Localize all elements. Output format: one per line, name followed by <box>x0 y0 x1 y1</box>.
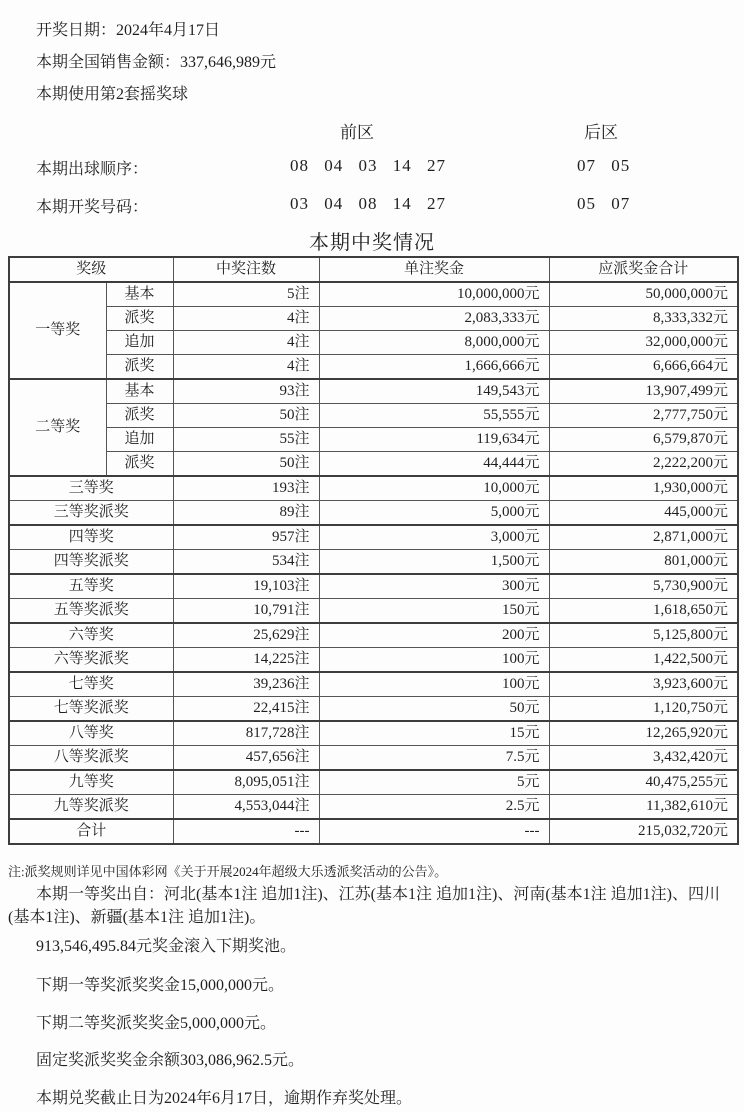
single-prize-cell: 100元 <box>319 672 549 697</box>
bet-count-cell: --- <box>173 819 319 844</box>
claim-deadline-paragraph: 本期兑奖截止日为2024年6月17日，逾期作弃奖处理。 <box>36 1090 413 1107</box>
prize-level-cell: 六等奖派奖 <box>9 648 173 673</box>
single-prize-cell: 100元 <box>319 648 549 673</box>
prize-level-cell: 一等奖 <box>9 282 106 379</box>
total-payout-cell: 1,422,500元 <box>549 648 738 673</box>
prize-level-cell: 四等奖派奖 <box>9 550 173 575</box>
total-payout-cell: 13,907,499元 <box>549 379 738 404</box>
table-row <box>9 379 738 404</box>
sales-amount-line: 本期全国销售金额：337,646,989元 <box>36 54 277 71</box>
single-prize-cell: 119,634元 <box>319 428 549 452</box>
single-prize-cell: 5,000元 <box>319 501 549 526</box>
single-prize-cell: 15元 <box>319 721 549 746</box>
single-prize-cell: 149,543元 <box>319 379 549 404</box>
prize-level-cell: 三等奖派奖 <box>9 501 173 526</box>
prize-level-cell: 二等奖 <box>9 379 106 476</box>
column-header: 奖级 <box>9 257 173 282</box>
bet-count-cell: 457,656注 <box>173 746 319 771</box>
prize-subtype-cell: 基本 <box>106 379 173 404</box>
prize-level-cell: 五等奖派奖 <box>9 599 173 624</box>
prize-subtype-cell: 派奖 <box>106 452 173 477</box>
ball-order-front-numbers: 08 04 03 14 27 <box>290 156 446 175</box>
total-payout-cell: 40,475,255元 <box>549 770 738 795</box>
bet-count-cell: 25,629注 <box>173 623 319 648</box>
table-row <box>9 648 738 673</box>
total-payout-cell: 50,000,000元 <box>549 282 738 307</box>
table-row <box>9 355 738 380</box>
bet-count-cell: 89注 <box>173 501 319 526</box>
bet-count-cell: 817,728注 <box>173 721 319 746</box>
prize-subtype-cell: 派奖 <box>106 355 173 380</box>
table-header-row <box>9 257 738 282</box>
table-row <box>9 307 738 331</box>
total-payout-cell: 11,382,610元 <box>549 795 738 820</box>
single-prize-cell: 44,444元 <box>319 452 549 477</box>
table-row <box>9 721 738 746</box>
table-row <box>9 331 738 355</box>
column-header: 应派奖金合计 <box>549 257 738 282</box>
bet-count-cell: 4注 <box>173 355 319 380</box>
prize-level-cell: 八等奖派奖 <box>9 746 173 771</box>
total-payout-cell: 5,730,900元 <box>549 574 738 599</box>
table-row <box>9 770 738 795</box>
rollover-paragraph: 913,546,495.84元奖金滚入下期奖池。 <box>36 938 297 955</box>
table-row <box>9 795 738 820</box>
single-prize-cell: 1,666,666元 <box>319 355 549 380</box>
single-prize-cell: 5元 <box>319 770 549 795</box>
single-prize-cell: 3,000元 <box>319 525 549 550</box>
table-row <box>9 599 738 624</box>
table-row <box>9 623 738 648</box>
single-prize-cell: 55,555元 <box>319 404 549 428</box>
ball-order-back-numbers: 07 05 <box>577 156 631 175</box>
total-payout-cell: 3,432,420元 <box>549 746 738 771</box>
first-prize-winners-paragraph: 本期一等奖出自：河北(基本1注 追加1注)、江苏(基本1注 追加1注)、河南(基本1注 追加1注)、四川(基本1注)、新疆(基本1注 追加1注)。 <box>8 886 720 926</box>
prize-level-cell: 九等奖派奖 <box>9 795 173 820</box>
total-payout-cell: 6,666,664元 <box>549 355 738 380</box>
prize-level-cell: 七等奖派奖 <box>9 697 173 722</box>
prize-subtype-cell: 追加 <box>106 331 173 355</box>
total-payout-cell: 2,222,200元 <box>549 452 738 477</box>
prize-level-cell: 三等奖 <box>9 476 173 501</box>
single-prize-cell: 300元 <box>319 574 549 599</box>
single-prize-cell: 50元 <box>319 697 549 722</box>
bet-count-cell: 534注 <box>173 550 319 575</box>
table-row <box>9 697 738 722</box>
prize-table-body <box>9 282 738 844</box>
bet-count-cell: 5注 <box>173 282 319 307</box>
total-payout-cell: 3,923,600元 <box>549 672 738 697</box>
total-payout-cell: 445,000元 <box>549 501 738 526</box>
draw-result-row <box>0 194 744 216</box>
prize-table-title: 本期中奖情况 <box>309 232 435 254</box>
column-header: 中奖注数 <box>173 257 319 282</box>
single-prize-cell: 2,083,333元 <box>319 307 549 331</box>
bet-count-cell: 4,553,044注 <box>173 795 319 820</box>
total-payout-cell: 6,579,870元 <box>549 428 738 452</box>
single-prize-cell: 10,000元 <box>319 476 549 501</box>
single-prize-cell: 150元 <box>319 599 549 624</box>
total-payout-cell: 12,265,920元 <box>549 721 738 746</box>
total-payout-cell: 1,618,650元 <box>549 599 738 624</box>
table-row <box>9 501 738 526</box>
table-row <box>9 476 738 501</box>
bet-count-cell: 39,236注 <box>173 672 319 697</box>
prize-level-cell: 四等奖 <box>9 525 173 550</box>
bet-count-cell: 957注 <box>173 525 319 550</box>
prize-table <box>8 256 739 845</box>
prize-subtype-cell: 派奖 <box>106 404 173 428</box>
front-zone-label: 前区 <box>340 123 374 142</box>
bet-count-cell: 50注 <box>173 452 319 477</box>
bet-count-cell: 8,095,051注 <box>173 770 319 795</box>
draw-result-front-numbers: 03 04 08 14 27 <box>290 194 446 213</box>
bet-count-cell: 19,103注 <box>173 574 319 599</box>
table-row <box>9 452 738 477</box>
table-row <box>9 525 738 550</box>
prize-subtype-cell: 基本 <box>106 282 173 307</box>
bet-count-cell: 193注 <box>173 476 319 501</box>
draw-date-line: 开奖日期：2024年4月17日 <box>36 22 221 39</box>
ball-order-label: 本期出球顺序： <box>36 161 149 178</box>
prize-level-cell: 八等奖 <box>9 721 173 746</box>
bet-count-cell: 4注 <box>173 331 319 355</box>
table-row <box>9 282 738 307</box>
draw-result-label: 本期开奖号码： <box>36 199 149 216</box>
table-row <box>9 574 738 599</box>
single-prize-cell: 1,500元 <box>319 550 549 575</box>
column-header: 单注奖金 <box>319 257 549 282</box>
single-prize-cell: 2.5元 <box>319 795 549 820</box>
prize-level-cell: 六等奖 <box>9 623 173 648</box>
prize-table-head <box>9 257 738 282</box>
ball-set-line: 本期使用第2套摇奖球 <box>36 86 189 103</box>
prize-subtype-cell: 追加 <box>106 428 173 452</box>
prize-level-cell: 九等奖 <box>9 770 173 795</box>
total-payout-cell: 215,032,720元 <box>549 819 738 844</box>
single-prize-cell: 10,000,000元 <box>319 282 549 307</box>
fixed-prize-fund-paragraph: 固定奖派奖奖金余额303,086,962.5元。 <box>36 1052 305 1069</box>
total-payout-cell: 32,000,000元 <box>549 331 738 355</box>
bet-count-cell: 10,791注 <box>173 599 319 624</box>
bet-count-cell: 93注 <box>173 379 319 404</box>
total-payout-cell: 2,777,750元 <box>549 404 738 428</box>
ball-order-row <box>0 156 744 178</box>
total-payout-cell: 8,333,332元 <box>549 307 738 331</box>
table-row <box>9 404 738 428</box>
single-prize-cell: 8,000,000元 <box>319 331 549 355</box>
back-zone-label: 后区 <box>584 123 618 142</box>
table-row <box>9 428 738 452</box>
draw-result-back-numbers: 05 07 <box>577 194 631 213</box>
total-payout-cell: 5,125,800元 <box>549 623 738 648</box>
bet-count-cell: 4注 <box>173 307 319 331</box>
prize-level-cell: 七等奖 <box>9 672 173 697</box>
total-payout-cell: 1,930,000元 <box>549 476 738 501</box>
total-payout-cell: 2,871,000元 <box>549 525 738 550</box>
next-second-prize-paragraph: 下期二等奖派奖奖金5,000,000元。 <box>36 1015 277 1032</box>
prize-level-cell: 合计 <box>9 819 173 844</box>
prize-level-cell: 五等奖 <box>9 574 173 599</box>
total-payout-cell: 1,120,750元 <box>549 697 738 722</box>
next-first-prize-paragraph: 下期一等奖派奖奖金15,000,000元。 <box>36 977 285 994</box>
single-prize-cell: 200元 <box>319 623 549 648</box>
table-row <box>9 819 738 844</box>
table-row <box>9 672 738 697</box>
prize-subtype-cell: 派奖 <box>106 307 173 331</box>
single-prize-cell: 7.5元 <box>319 746 549 771</box>
rule-note: 注:派奖规则详见中国体彩网《关于开展2024年超级大乐透派奖活动的公告》。 <box>8 864 448 879</box>
bet-count-cell: 55注 <box>173 428 319 452</box>
table-row <box>9 550 738 575</box>
total-payout-cell: 801,000元 <box>549 550 738 575</box>
table-row <box>9 746 738 771</box>
single-prize-cell: --- <box>319 819 549 844</box>
bet-count-cell: 22,415注 <box>173 697 319 722</box>
bet-count-cell: 50注 <box>173 404 319 428</box>
bet-count-cell: 14,225注 <box>173 648 319 673</box>
